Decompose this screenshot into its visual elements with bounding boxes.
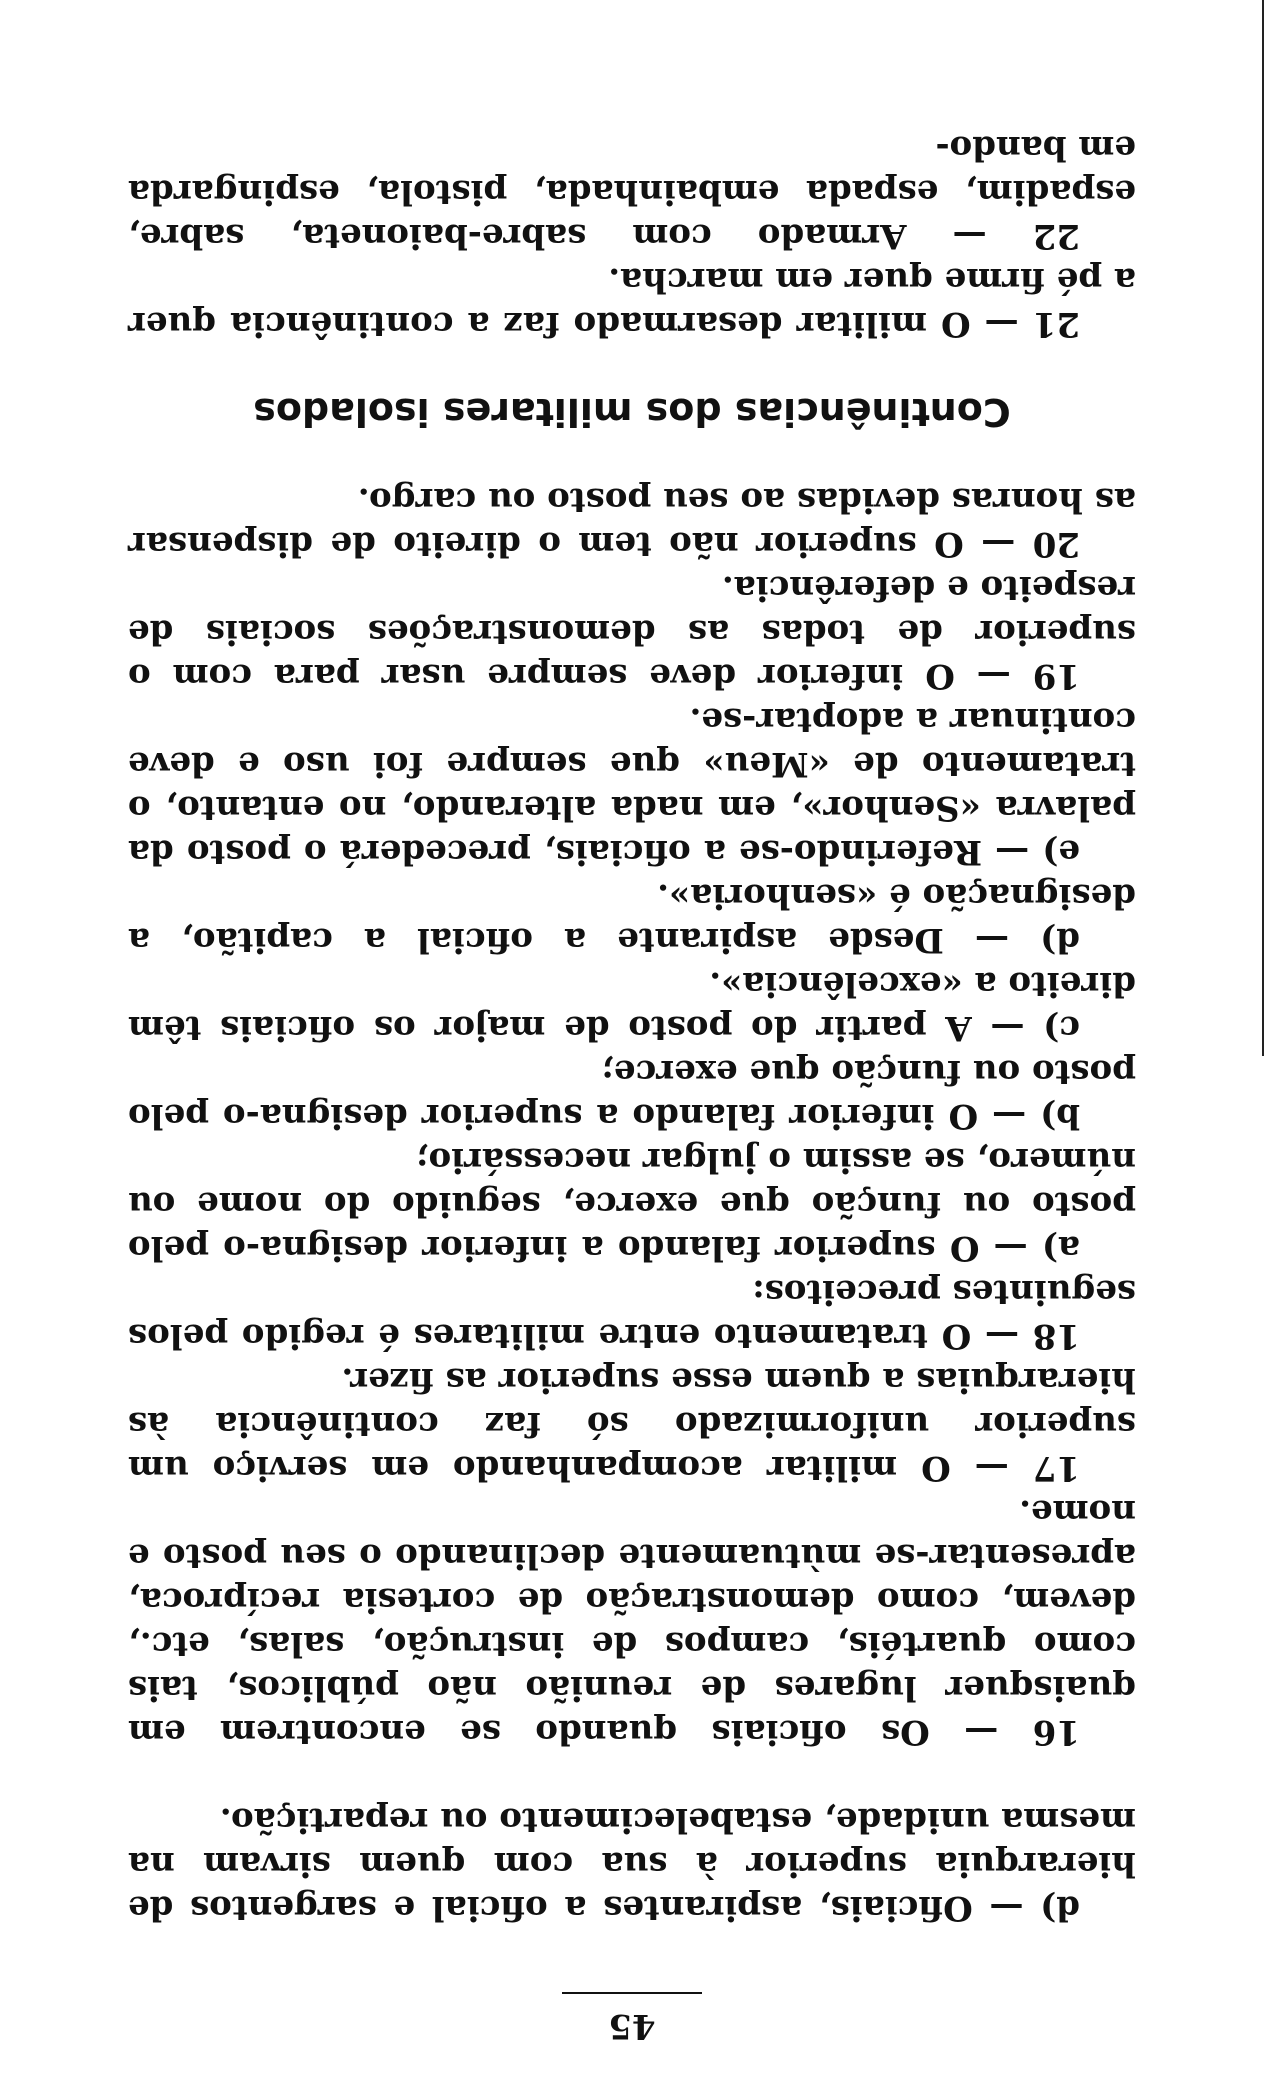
paragraph-18b: b) — O inferior falando a superior designa-o pelo posto ou função que exerce;: [128, 1052, 1136, 1136]
paragraph-18e: e) — Referindo-se a oficiais, precederá o posto da palavra «Senhor», em nada alterando, no entanto, o tratamento de «Meu» que sempre foi uso e deve continuar a adoptar-se.: [128, 700, 1136, 872]
paragraph-19: 19 — O inferior deve sempre usar para com o superior de todas as demonstrações sociais de respeito e deferência.: [128, 568, 1136, 696]
paragraph-20: 20 — O superior não tem o direito de dispensar as honras devidas ao seu posto ou cargo.: [128, 480, 1136, 564]
paragraph-18c: c) — A partir do posto de major os oficiais têm direito a «excelência».: [128, 964, 1136, 1048]
paragraph-d-top: d) — Oficiais, aspirantes a oficial e sargentos de hierarquia superior à sua com quem sirvam na mesma unidade, estabelecimento ou repartição.: [128, 1800, 1136, 1928]
section-heading: Continências dos militares isolados: [253, 390, 1011, 434]
page-number-rule: [562, 1992, 702, 1994]
paragraph-18d: d) — Desde aspirante a oficial a capitão, a designação é «senhoria».: [128, 876, 1136, 960]
paragraph-18a: a) — O superior falando a inferior designa-o pelo posto ou função que exerce, seguido do nome ou número, se assim o julgar necessário;: [128, 1140, 1136, 1268]
paragraph-16: 16 — Os oficiais quando se encontrem em quaisquer lugares de reunião não públicos, tais como quartéis, campos de instrução, salas, etc., devem, como demonstração de cortesia recíproca, apresentar-se mùtuamente declinando o seu posto e nome.: [128, 1492, 1136, 1752]
page-number: 45: [608, 2006, 656, 2046]
paragraph-17: 17 — O militar acompanhando em serviço um superior uniformizado só faz continência às hierarquias a quem esse superior as fizer.: [128, 1360, 1136, 1488]
paragraph-22: 22 — Armado com sabre-baioneta, sabre, espadim, espada embainhada, pistola, espingarda em bando-: [128, 128, 1136, 256]
paragraph-18: 18 — O tratamento entre militares é regido pelos seguintes preceitos:: [128, 1272, 1136, 1356]
paragraph-21: 21 — O militar desarmado faz a continência quer a pé firme quer em marcha.: [128, 260, 1136, 344]
page-content: [128, 126, 1136, 2048]
